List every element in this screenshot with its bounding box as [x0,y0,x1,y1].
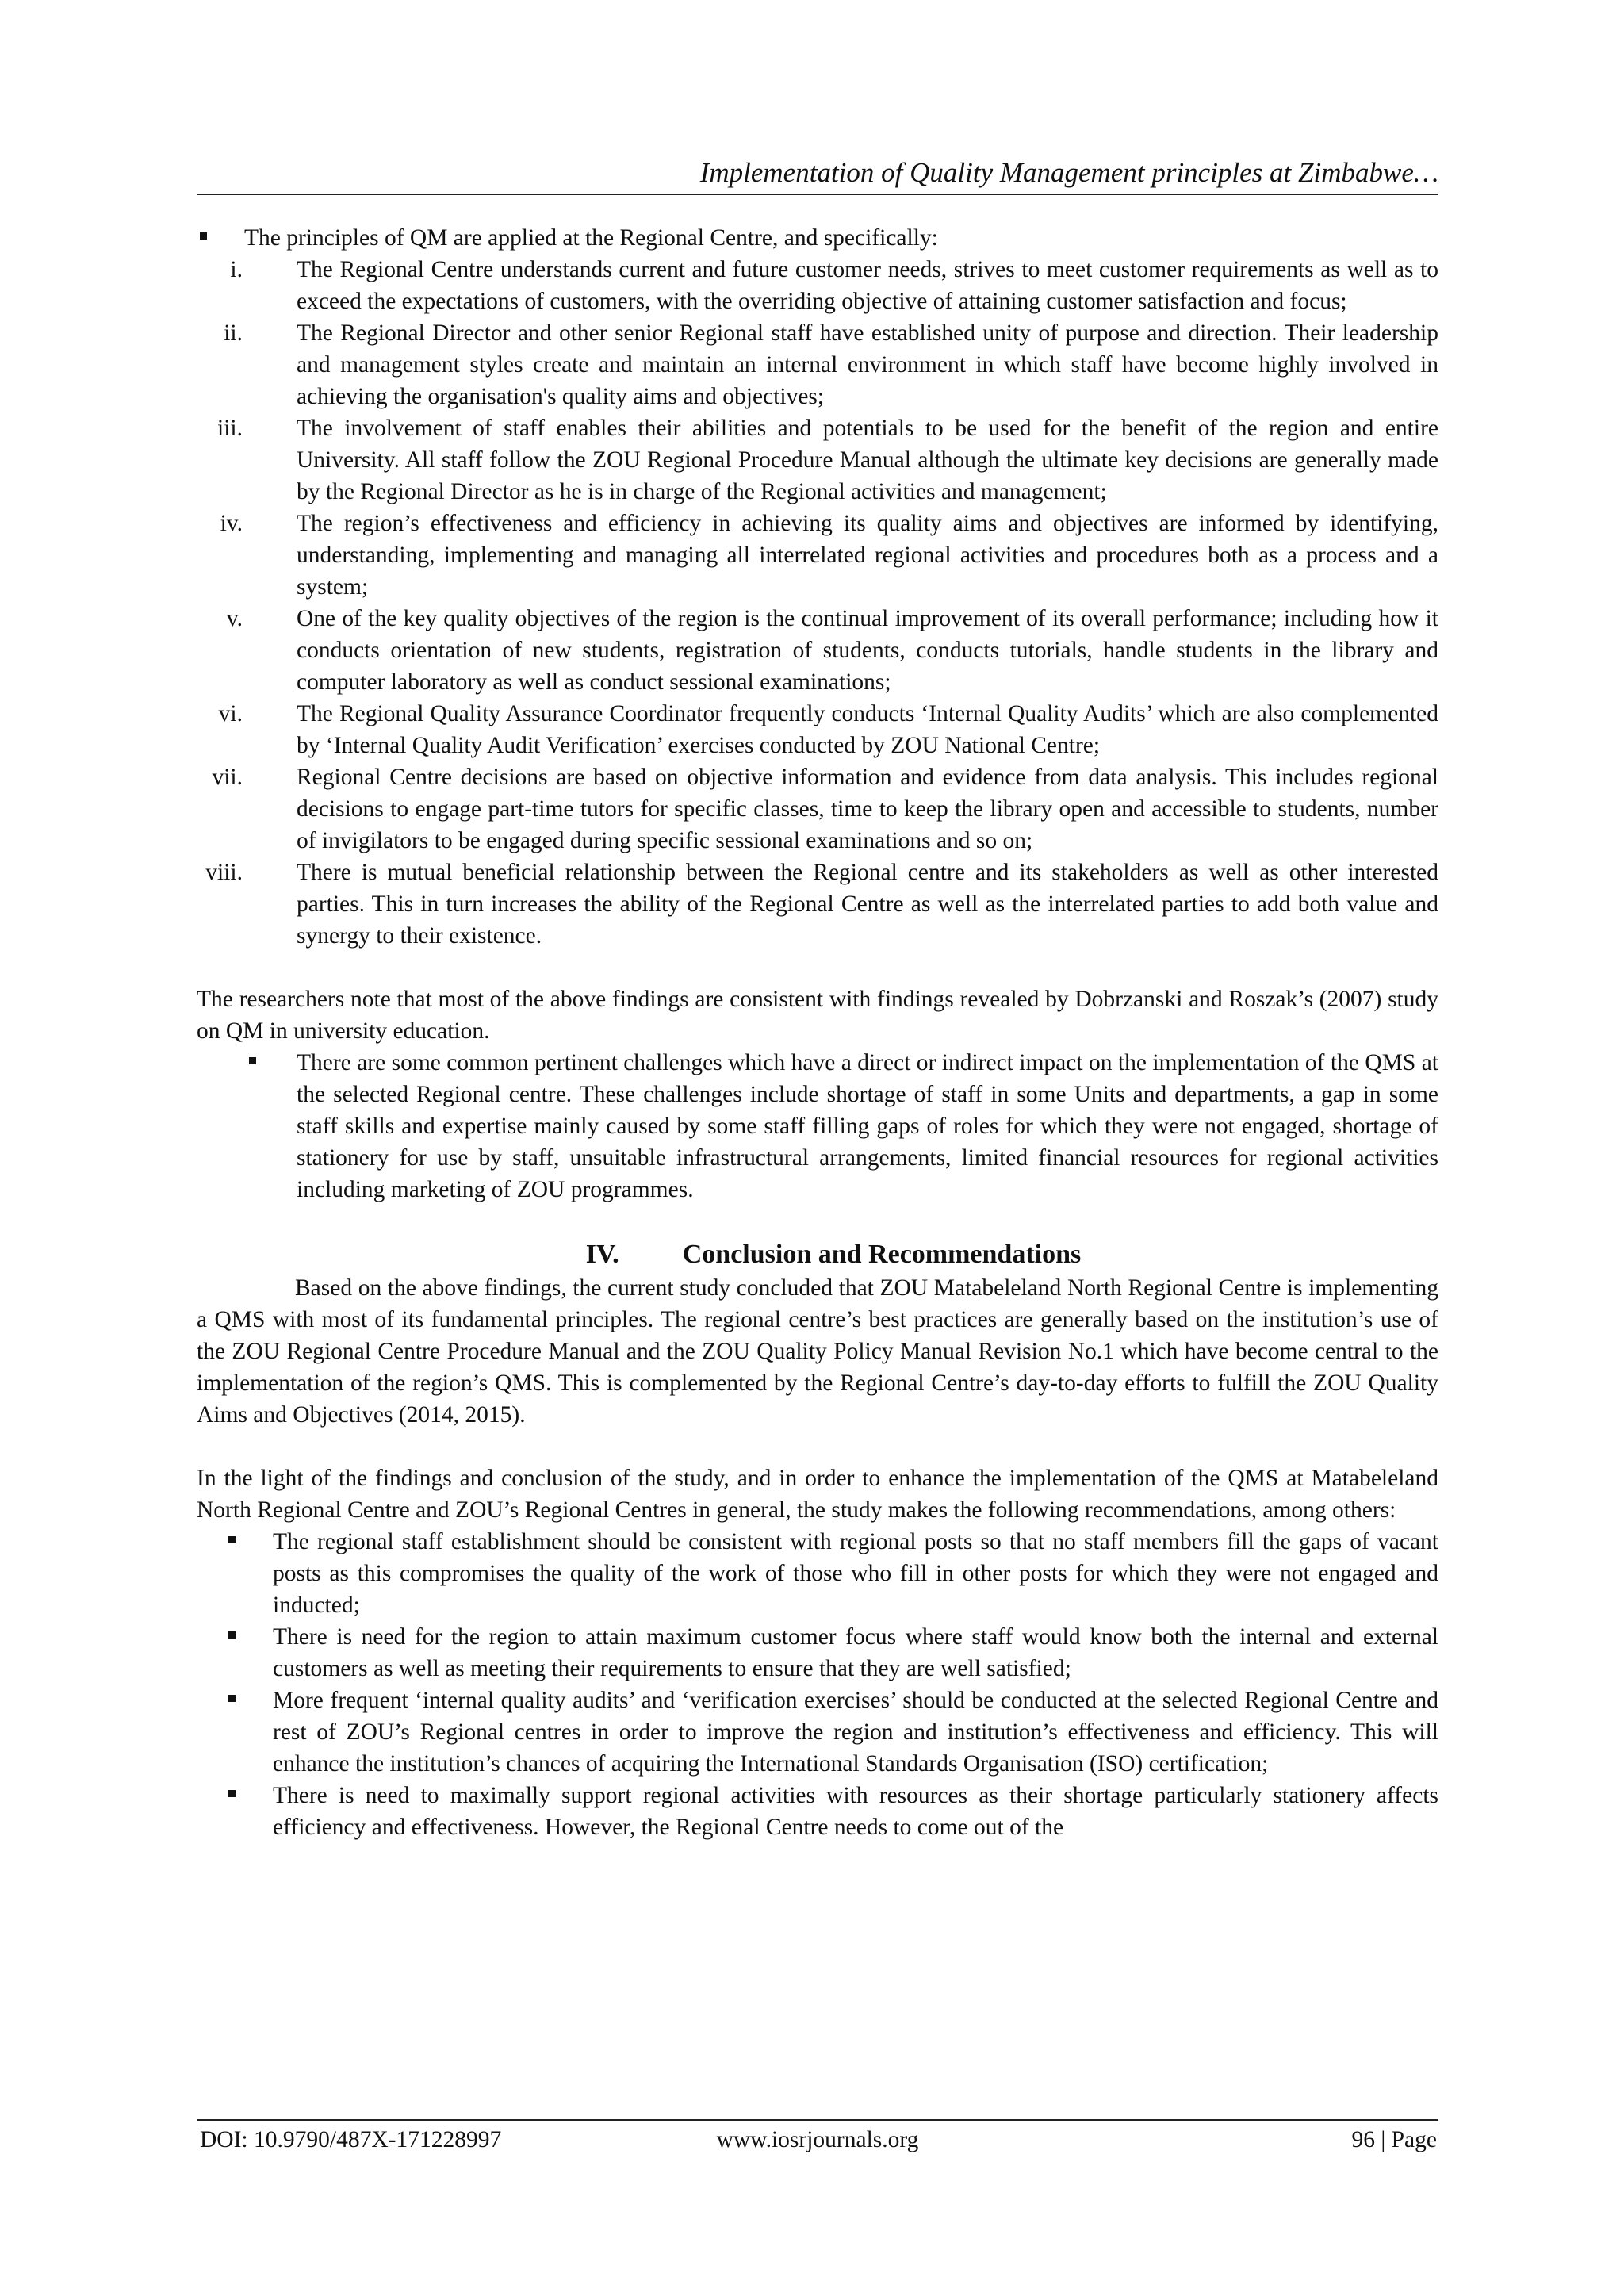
page-footer [197,2119,1438,2168]
roman-numeral: vi. [218,701,243,726]
list-item [197,761,1438,857]
list-item-text: There is need for the region to attain maximum customer focus where staff would know both the internal and external customers as well as meeting their requirements to ensure that they are well satisfied; [273,1624,1438,1681]
list-item [197,1780,1438,1843]
section-heading [197,1237,1438,1272]
list-item [197,698,1438,761]
square-bullet-icon [228,1695,236,1702]
list-item [197,254,1438,317]
intro-bullet-text: The principles of QM are applied at the Regional Centre, and specifically: [244,225,938,251]
list-item [197,1526,1438,1621]
square-bullet-icon [249,1057,256,1064]
challenges-bullet-text: There are some common pertinent challenges which have a direct or indirect impact on the implementation of the QMS at the selected Regional centre. These challenges include shortage of staff in some Units and departments, a gap in some staff skills and expertise mainly caused by some staff filling gaps of roles for which they were not engaged, shortage of stationery for use by staff, unsuitable infrastructural arrangements, limited financial resources for regional activities including marketing of ZOU programmes. [297,1050,1438,1202]
footer-website[interactable]: www.iosrjournals.org [716,2127,919,2152]
square-bullet-icon [228,1631,236,1639]
list-item [197,1621,1438,1685]
roman-numeral: viii. [205,860,243,885]
roman-numeral: iv. [220,511,243,536]
list-item-text: The Regional Director and other senior Regional staff have established unity of purpose and direction. Their leadership and management styles create and maintain an internal environment in which staff have become highly involved in achieving the organisation's quality aims and objectives; [297,320,1438,409]
roman-numeral: ii. [224,320,243,346]
researchers-paragraph: The researchers note that most of the above findings are consistent with findings revealed by Dobrzanski and Roszak’s (2007) study on QM in university education. [197,987,1438,1044]
list-item-text: One of the key quality objectives of the region is the continual improvement of its overall performance; including how it conducts orientation of new students, registration of students, conducts tutorials, handle students in the library and computer laboratory as well as conduct sessional examinations; [297,606,1438,695]
recommendations-list [197,1526,1438,1843]
section-number: IV. [585,1240,619,1269]
challenges-bullet [197,1047,1438,1205]
list-item [197,1685,1438,1780]
list-item-text: The regional staff establishment should be consistent with regional posts so that no staff members fill the gaps of vacant posts as this compromises the quality of the work of those who fill in other posts for which they were not engaged and inducted; [273,1529,1438,1618]
roman-numeral: i. [230,257,243,282]
square-bullet-icon [228,1790,236,1797]
roman-numeral: v. [226,606,243,631]
roman-list [197,254,1438,952]
list-item-text: The Regional Quality Assurance Coordinator frequently conducts ‘Internal Quality Audits’ which are also complemented by ‘Internal Quality Audit Verification’ exercises conducted by ZOU National Centre; [297,701,1438,758]
list-item [197,508,1438,603]
list-item [197,317,1438,412]
roman-numeral: iii. [217,416,243,441]
page [197,0,1438,2296]
square-bullet-icon [200,232,207,240]
intro-bullet [197,222,1438,254]
list-item [197,603,1438,698]
footer-page-number: 96 | Page [1351,2127,1437,2152]
section-title: Conclusion and Recommendations [682,1240,1082,1269]
roman-numeral: vii. [212,765,243,790]
list-item [197,857,1438,952]
list-item [197,412,1438,508]
footer-doi: DOI: 10.9790/487X-171228997 [200,2127,502,2152]
main-content [197,222,1438,1843]
header-title: Implementation of Quality Management principles at Zimbabwe… [699,157,1438,188]
list-item-text: More frequent ‘internal quality audits’ and ‘verification exercises’ should be conducted at the selected Regional Centre and rest of ZOU’s Regional centres in order to improve the region and institution’s effectiveness and efficiency. This will enhance the institution’s chances of acquiring the International Standards Organisation (ISO) certification; [273,1688,1438,1777]
list-item-text: The Regional Centre understands current and future customer needs, strives to meet customer requirements as well as to exceed the expectations of customers, with the overriding objective of attaining customer satisfaction and focus; [297,257,1438,314]
conclusion-paragraph: Based on the above findings, the current study concluded that ZOU Matabeleland North Regional Centre is implementing a QMS with most of its fundamental principles. The regional centre’s best practices are generally based on the institution’s use of the ZOU Regional Centre Procedure Manual and the ZOU Quality Policy Manual Revision No.1 which have become central to the implementation of the region’s QMS. This is complemented by the Regional Centre’s day-to-day efforts to fulfill the ZOU Quality Aims and Objectives (2014, 2015). [197,1275,1438,1428]
list-item-text: The involvement of staff enables their abilities and potentials to be used for the benefit of the region and entire University. All staff follow the ZOU Regional Procedure Manual although the ultimate key decisions are generally made by the Regional Director as he is in charge of the Regional activities and management; [297,416,1438,504]
list-item-text: There is mutual beneficial relationship between the Regional centre and its stakeholders as well as other interested parties. This in turn increases the ability of the Regional Centre as well as the interrelated parties to add both value and synergy to their existence. [297,860,1438,949]
running-header [197,152,1438,195]
list-item-text: There is need to maximally support regional activities with resources as their shortage particularly stationery affects efficiency and effectiveness. However, the Regional Centre needs to come out of the [273,1783,1438,1840]
recommendations-intro: In the light of the findings and conclusion of the study, and in order to enhance the implementation of the QMS at Matabeleland North Regional Centre and ZOU’s Regional Centres in general, the study makes the following recommendations, among others: [197,1466,1438,1523]
list-item-text: Regional Centre decisions are based on objective information and evidence from data analysis. This includes regional decisions to engage part-time tutors for specific classes, time to keep the library open and accessible to students, number of invigilators to be engaged during specific sessional examinations and so on; [297,765,1438,853]
list-item-text: The region’s effectiveness and efficiency in achieving its quality aims and objectives are informed by identifying, understanding, implementing and managing all interrelated regional activities and procedures both as a process and a system; [297,511,1438,600]
square-bullet-icon [228,1536,236,1543]
